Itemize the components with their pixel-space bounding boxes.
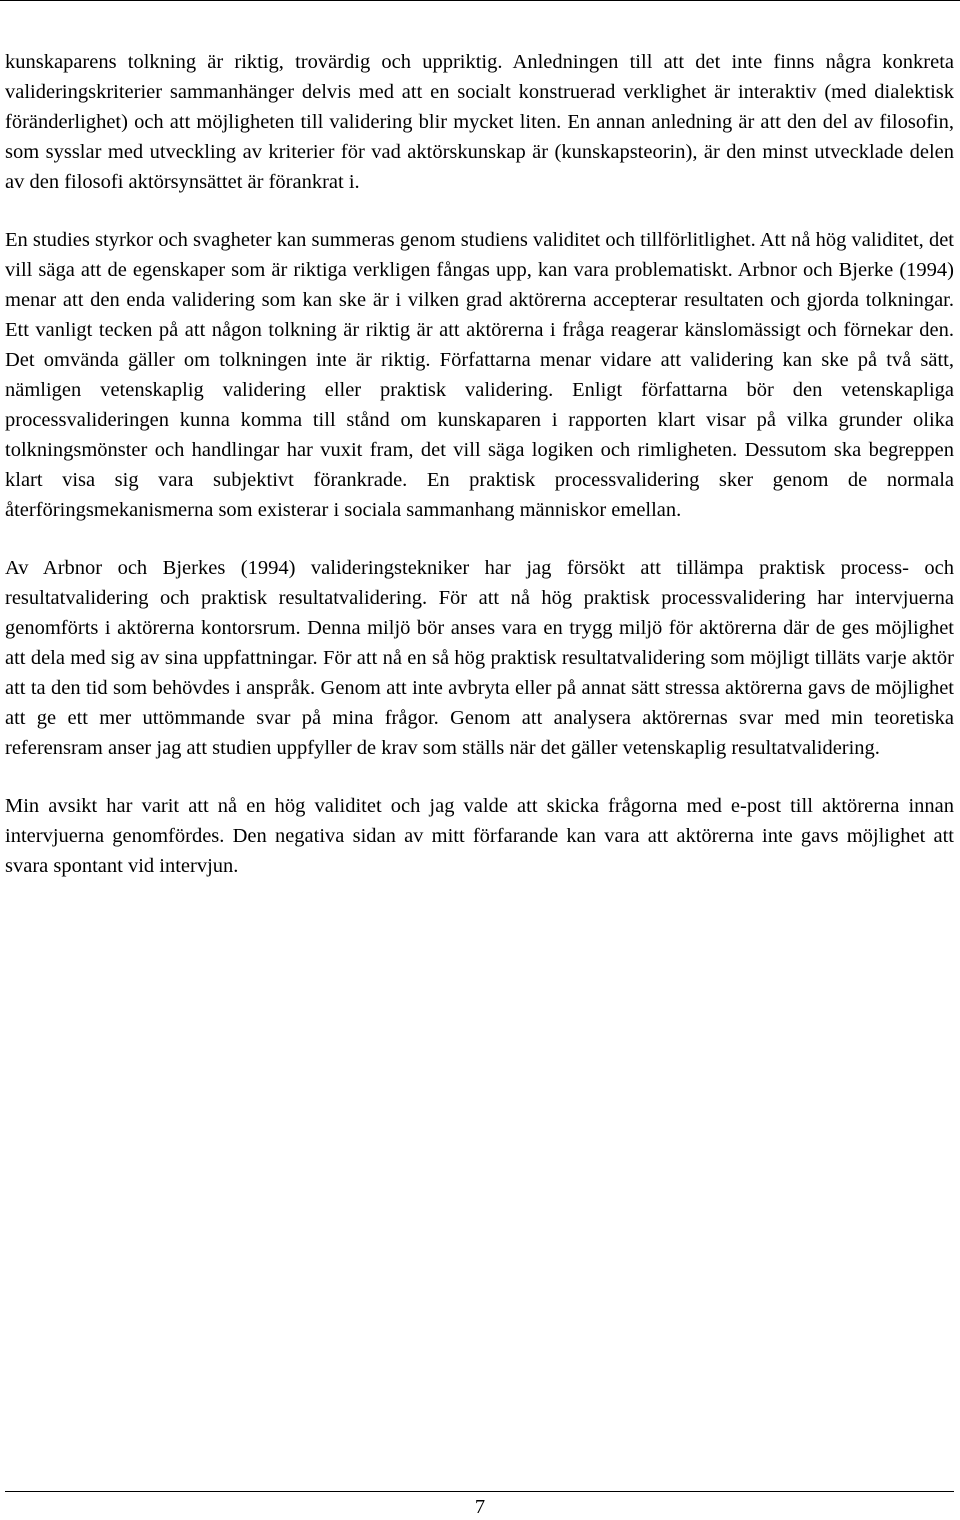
paragraph-validity-reliability: En studies styrkor och svagheter kan summeras genom studiens validitet och tillförlitlighet. Att nå hög validitet, det vill säga att de egenskaper som är riktiga verkligen fångas upp, kan vara problematiskt. Arbnor och Bjerke (1994) menar att den enda validering som kan ske är i vilken grad aktörerna accepterar resultaten och gjorda tolkningar. Ett vanligt tecken på att någon tolkning är riktig är att aktörerna i fråga reagerar känslomässigt och förnekar den. Det omvända gäller om tolkningen inte är riktig. Författarna menar vidare att validering kan ske på två sätt, nämligen vetenskaplig validering eller praktisk validering. Enligt författarna bör den vetenskapliga processvalideringen kunna komma till stånd om kunskaparen i rapporten klart visar på vilka grunder olika tolkningsmönster och handlingar har vuxit fram, det vill säga logiken och rimligheten. Dessutom ska begreppen klart visa sig vara subjektivt förankrade. En praktisk processvalidering sker genom de normala återföringsmekanismerna som existerar i sociala sammanhang människor emellan. [5,229,954,521]
paragraph-validation-techniques: Av Arbnor och Bjerkes (1994) valideringstekniker har jag försökt att tillämpa praktisk process- och resultatvalidering och praktisk resultatvalidering. För att nå hög praktisk processvalidering har intervjuerna genomförts i aktörerna kontorsrum. Denna miljö bör anses vara en trygg miljö för aktörerna där de ges möjlighet att dela med sig av sina uppfattningar. För att nå en så hög praktisk resultatvalidering som möjligt tilläts varje aktör att ta den tid som behövdes i anspråk. Genom att inte avbryta eller på annat sätt stressa aktörerna gavs de möjlighet att ge ett mer uttömmande svar på mina frågor. Genom att analysera aktörernas svar med min teoretiska referensram anser jag att studien uppfyller de krav som ställs när det gäller vetenskaplig resultatvalidering. [5,557,954,759]
document-body [5,47,954,881]
paragraph-author-intent: Min avsikt har varit att nå en hög validitet och jag valde att skicka frågorna med e-post till aktörerna innan intervjuerna genomfördes. Den negativa sidan av mitt förfarande kan vara att aktörerna inte gavs möjlighet att svara spontant vid intervjun. [5,795,954,877]
paragraph-validation-criteria: kunskaparens tolkning är riktig, trovärdig och uppriktig. Anledningen till att det inte finns några konkreta valideringskriterier sammanhänger delvis med att en socialt konstruerad verklighet är interaktiv (med dialektisk föränderlighet) och att möjligheten till validering blir mycket liten. En annan anledning är att den del av filosofin, som sysslar med utveckling av kriterier för vad aktörskunskap är (kunskapsteorin), är den minst utvecklade delen av den filosofi aktörsynsättet är förankrat i. [5,51,954,193]
page-number: 7 [474,1496,486,1518]
footer-rule [5,1491,954,1492]
header-rule [0,0,960,1]
